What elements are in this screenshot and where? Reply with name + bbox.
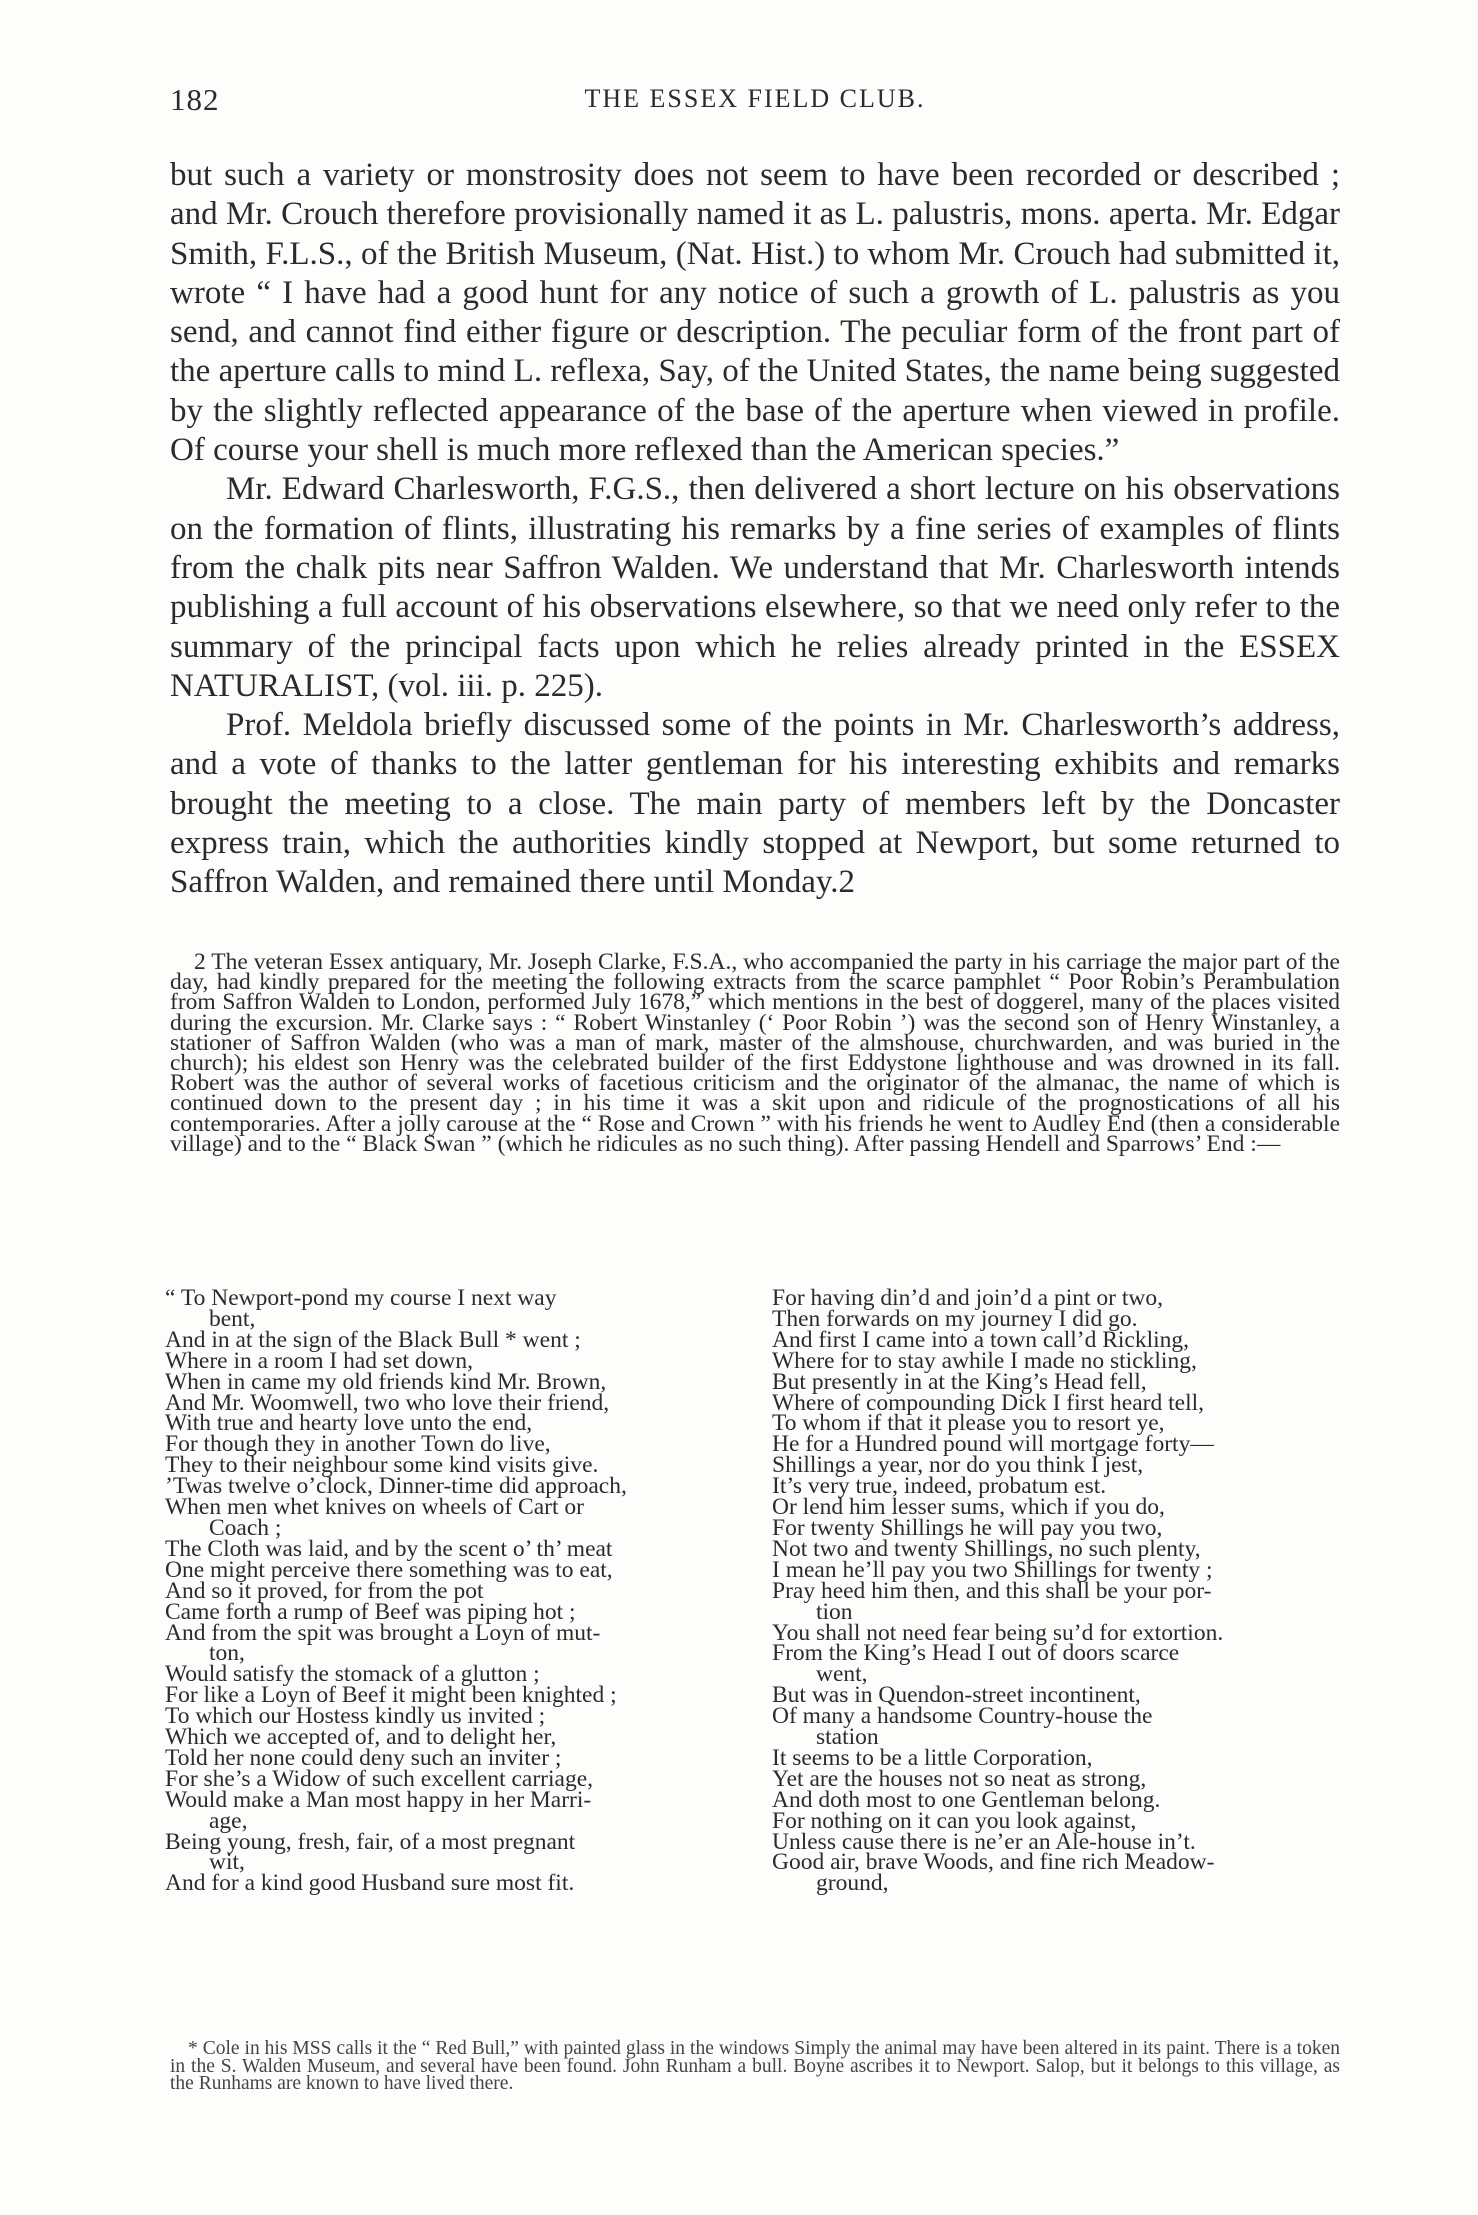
poem-line: I mean he’ll pay you two Shillings for twenty ;	[772, 1556, 1213, 1583]
poem-line: And doth most to one Gentleman belong.	[772, 1786, 1161, 1813]
poem-line: Being young, fresh, fair, of a most pregnant	[165, 1828, 576, 1855]
poem-line: And for a kind good Husband sure most fit.	[165, 1870, 575, 1897]
poem-line: The Cloth was laid, and by the scent o’ th’ meat	[165, 1535, 613, 1562]
poem-line: Would satisfy the stomack of a glutton ;	[165, 1661, 540, 1688]
running-title: THE ESSEX FIELD CLUB.	[584, 84, 926, 113]
poem-line: For twenty Shillings he will pay you two,	[772, 1514, 1163, 1541]
poem-line: Told her none could deny such an inviter ;	[165, 1744, 562, 1771]
poem-line: Would make a Man most happy in her Marri-	[165, 1786, 592, 1813]
poem-line: For like a Loyn of Beef it might been knighted ;	[165, 1682, 617, 1709]
poem-line: Good air, brave Woods, and fine rich Meadow-	[772, 1849, 1215, 1876]
poem-line: Came forth a rump of Beef was piping hot ;	[165, 1598, 576, 1625]
poem-line: For having din’d and join’d a pint or two,	[772, 1285, 1163, 1311]
poem-line: Where of compounding Dick I first heard tell,	[772, 1389, 1204, 1416]
poem-line: ’Twas twelve o’clock, Dinner-time did approach,	[165, 1473, 627, 1500]
poem-line: Unless cause there is ne’er an Ale-house in’t.	[772, 1828, 1196, 1855]
poem-line: wit,	[209, 1849, 245, 1876]
poem-line: He for a Hundred pound will mortgage forty—	[772, 1431, 1214, 1458]
poem-line: bent,	[209, 1305, 256, 1332]
footnote-2	[170, 949, 1340, 1157]
poem-line: For though they in another Town do live,	[165, 1431, 551, 1458]
poem-line: Coach ;	[209, 1514, 282, 1541]
poem-line: Or lend him lesser sums, which if you do,	[772, 1494, 1165, 1521]
poem-line: For she’s a Widow of such excellent carriage,	[165, 1765, 594, 1792]
poem-line: And so it proved, for from the pot	[165, 1577, 484, 1604]
poem-line: To whom if that it please you to resort ye,	[772, 1410, 1165, 1437]
poem-line: From the King’s Head I out of doors scarce	[772, 1640, 1180, 1667]
page-header	[170, 82, 1340, 126]
footnote-star-text: * Cole in his MSS calls it the “ Red Bull,” with painted glass in the windows Simply the animal may have been altered in its paint. There is a token in the S. Walden Museum, and several have been found. John Runham a bull. Boyne ascribes it to Newport. Salop, but it belongs to this village, as the Runhams are known to have lived there.	[170, 2038, 1340, 2094]
poem-line: Of many a handsome Country-house the	[772, 1703, 1153, 1730]
poem-line: Shillings a year, nor do you think I jest,	[772, 1452, 1144, 1479]
poem-line: Pray heed him then, and this shall be your por-	[772, 1577, 1212, 1604]
paragraph: Mr. Edward Charlesworth, F.G.S., then delivered a short lecture on his observations on the formation of flints, illustrating his remarks by a fine series of examples of flints from the chalk pits near Saffron Walden. We understand that Mr. Charlesworth intends publishing a full account of his observations elsewhere, so that we need only refer to the summary of the principal facts upon which he relies already printed in the ESSEX NATURALIST, (vol. iii. p. 225).	[170, 471, 1340, 704]
poem-line: And Mr. Woomwell, two who love their friend,	[165, 1389, 610, 1416]
poem-line: “ To Newport-pond my course I next way	[165, 1285, 557, 1311]
paragraph: Prof. Meldola briefly discussed some of the points in Mr. Charlesworth’s address, and a vote of thanks to the latter gentleman for his interesting exhibits and remarks brought the meeting to a close. The main party of members left by the Doncaster express train, which the authorities kindly stopped at Newport, but some returned to Saffron Walden, and remained there until Monday.2	[170, 707, 1340, 901]
poem-line: And in at the sign of the Black Bull * went ;	[165, 1326, 581, 1353]
poem-line: Yet are the houses not so neat as strong,	[772, 1765, 1147, 1792]
poem-line: It’s very true, indeed, probatum est.	[772, 1473, 1107, 1500]
poem-line: They to their neighbour some kind visits give.	[165, 1452, 599, 1479]
poem-line: One might perceive there something was to eat,	[165, 1556, 613, 1583]
poem-line: station	[816, 1724, 879, 1751]
poem-line: You shall not need fear being su’d for extortion.	[772, 1619, 1224, 1646]
poem-line: For nothing on it can you look against,	[772, 1807, 1137, 1834]
poem-line: When men whet knives on wheels of Cart or	[165, 1494, 584, 1521]
poem-line: ground,	[816, 1870, 889, 1897]
poem-line: went,	[816, 1661, 868, 1688]
paragraph: but such a variety or monstrosity does not seem to have been recorded or described ; and Mr. Crouch therefore provisionally named it as L. palustris, mons. aperta. Mr. Edgar Smith, F.L.S., of the British Museum, (Nat. Hist.) to whom Mr. Crouch had submitted it, wrote “ I have had a good hunt for any notice of such a growth of L. palustris as you send, and cannot find either figure or description. The peculiar form of the front part of the aperture calls to mind L. reflexa, Say, of the United States, the name being suggested by the slightly reflected appearance of the base of the aperture when viewed in profile. Of course your shell is much more reflexed than the American species.”	[170, 157, 1340, 469]
poem-line: ton,	[209, 1640, 245, 1667]
poem-line: tion	[816, 1598, 853, 1625]
footnote-text: 2 The veteran Essex antiquary, Mr. Joseph Clarke, F.S.A., who accompanied the party in his carriage the major part of the day, had kindly prepared for the meeting the following extracts from the scarce pamphlet “ Poor Robin’s Perambulation from Saffron Walden to London, performed July 1678,” which mentions in the best of doggerel, many of the places visited during the excursion. Mr. Clarke says : “ Robert Winstanley (‘ Poor Robin ’) was the second son of Henry Winstanley, a stationer of Saffron Walden (who was a man of mark, master of the almshouse, churchwarden, and was buried in the church); his eldest son Henry was the celebrated builder of the first Eddystone lighthouse and was drowned in its fall. Robert was the author of several works of facetious criticism and the originator of the almanac, the name of which is continued down to the present day ; in his time it was a skit upon and ridicule of the prognostications of all his contemporaries. After a jolly carouse at the “ Rose and Crown ” with his friends he went to Audley End (then a considerable village) and to the “ Black Swan ” (which he ridicules as no such thing). After passing Hendell and Sparrows’ End :—	[170, 949, 1340, 1157]
poem-line: With true and hearty love unto the end,	[165, 1410, 533, 1437]
poem-line: It seems to be a little Corporation,	[772, 1744, 1093, 1771]
poem-line: Not two and twenty Shillings, no such plenty,	[772, 1535, 1201, 1562]
poem-line: Then forwards on my journey I did go.	[772, 1305, 1138, 1332]
poem-line: But presently in at the King’s Head fell,	[772, 1368, 1147, 1395]
poem-column-right	[772, 1285, 1327, 1897]
poem-line: To which our Hostess kindly us invited ;	[165, 1703, 546, 1730]
body-text	[170, 156, 1340, 903]
footnote-star	[170, 2040, 1340, 2093]
poem-line: And from the spit was brought a Loyn of mut-	[165, 1619, 601, 1646]
poem-line: And first I came into a town call’d Rickling,	[772, 1326, 1190, 1353]
poem-line: Where in a room I had set down,	[165, 1347, 474, 1374]
poem-line: But was in Quendon-street incontinent,	[772, 1682, 1141, 1709]
poem-line: Where for to stay awhile I made no stickling,	[772, 1347, 1197, 1374]
poem-line: Which we accepted of, and to delight her,	[165, 1724, 557, 1751]
poem-line: age,	[209, 1807, 248, 1834]
poem-column-left	[165, 1285, 730, 1897]
page-number: 182	[170, 82, 220, 117]
poem-line: When in came my old friends kind Mr. Brown,	[165, 1368, 607, 1395]
